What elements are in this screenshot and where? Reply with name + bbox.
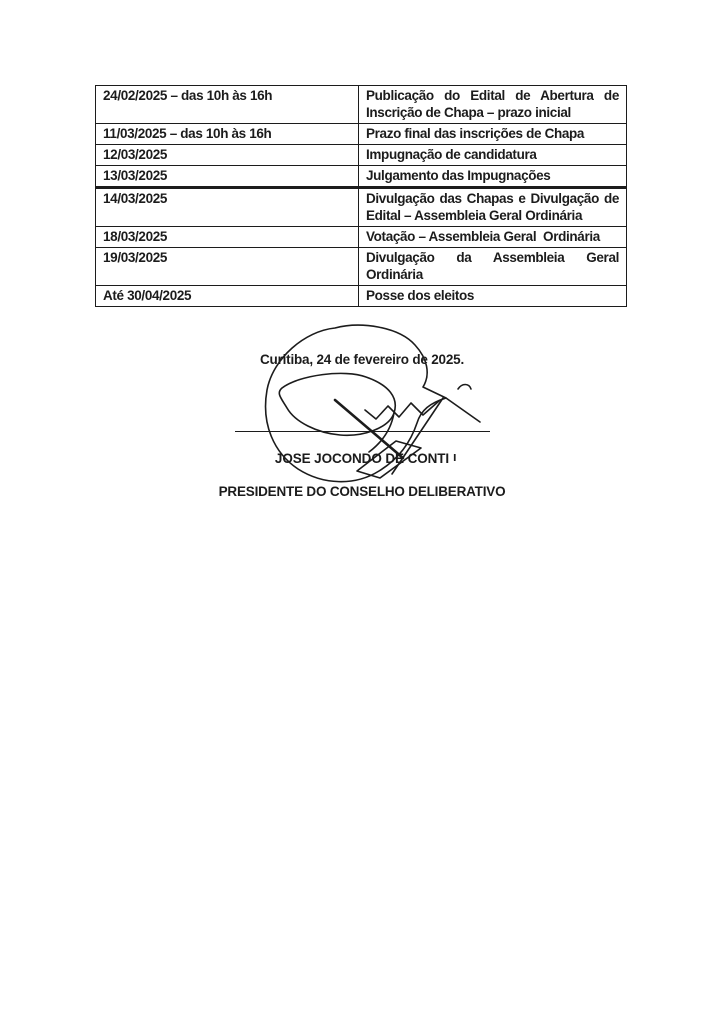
signature-tail-stroke: [446, 398, 480, 422]
signature-inner-loop: [279, 373, 395, 435]
event-text-line: Divulgação das Chapas e Divulgação de: [366, 191, 619, 206]
date-text: 13/03/2025: [103, 168, 168, 183]
date-cell: [96, 227, 359, 248]
signature-heavy-diagonal: [335, 400, 403, 458]
table-row: [96, 86, 627, 124]
event-text-line: Posse dos eleitos: [366, 288, 475, 303]
event-cell: [359, 145, 627, 166]
table-row: [96, 188, 627, 227]
election-schedule-table: [95, 85, 627, 307]
table-row: [96, 145, 627, 166]
date-cell: [96, 145, 359, 166]
date-cell: [96, 188, 359, 227]
handwritten-signature-scrawl: [253, 318, 485, 486]
event-cell: [359, 227, 627, 248]
event-text-line: Votação – Assembleia Geral Ordinária: [366, 229, 600, 244]
table-row: [96, 227, 627, 248]
signatory-name: JOSE JOCONDO DE CONTI: [274, 451, 450, 466]
date-cell: [96, 86, 359, 124]
event-text-line: Julgamento das Impugnações: [366, 168, 551, 183]
table-row: [96, 286, 627, 307]
event-cell: [359, 124, 627, 145]
signature-bottom-fold: [357, 441, 421, 478]
event-text-line: Ordinária: [366, 267, 423, 282]
date-text: 11/03/2025 – das 10h às 16h: [103, 126, 272, 141]
event-cell: [359, 86, 627, 124]
signature-comma-dash: [458, 385, 471, 390]
event-cell: [359, 188, 627, 227]
event-text-line: Edital – Assembleia Geral Ordinária: [366, 208, 583, 223]
date-text: Até 30/04/2025: [103, 288, 192, 303]
signatory-title: PRESIDENTE DO CONSELHO DELIBERATIVO: [218, 484, 506, 499]
signature-outer-loop: [266, 325, 446, 481]
date-text: 12/03/2025: [103, 147, 168, 162]
date-cell: [96, 286, 359, 307]
place-date-line: Curitiba, 24 de fevereiro de 2025.: [259, 352, 465, 367]
date-text: 14/03/2025: [103, 191, 168, 206]
event-text-line: Prazo final das inscrições de Chapa: [366, 126, 585, 141]
stray-ink-mark: ı: [453, 450, 457, 464]
date-cell: [96, 248, 359, 286]
signature-zigzag: [365, 401, 439, 419]
date-cell: [96, 124, 359, 145]
event-text-line: Publicação do Edital de Abertura de: [366, 88, 619, 103]
event-cell: [359, 248, 627, 286]
table-row: [96, 124, 627, 145]
event-text-line: Inscrição de Chapa – prazo inicial: [366, 105, 571, 120]
date-text: 18/03/2025: [103, 229, 168, 244]
event-text-line: Divulgação da Assembleia Geral: [366, 250, 619, 265]
date-text: 24/02/2025 – das 10h às 16h: [103, 88, 273, 103]
date-cell: [96, 166, 359, 188]
table-row: [96, 166, 627, 188]
event-text-line: Impugnação de candidatura: [366, 147, 537, 162]
event-cell: [359, 286, 627, 307]
event-cell: [359, 166, 627, 188]
table-row: [96, 248, 627, 286]
date-text: 19/03/2025: [103, 250, 168, 265]
